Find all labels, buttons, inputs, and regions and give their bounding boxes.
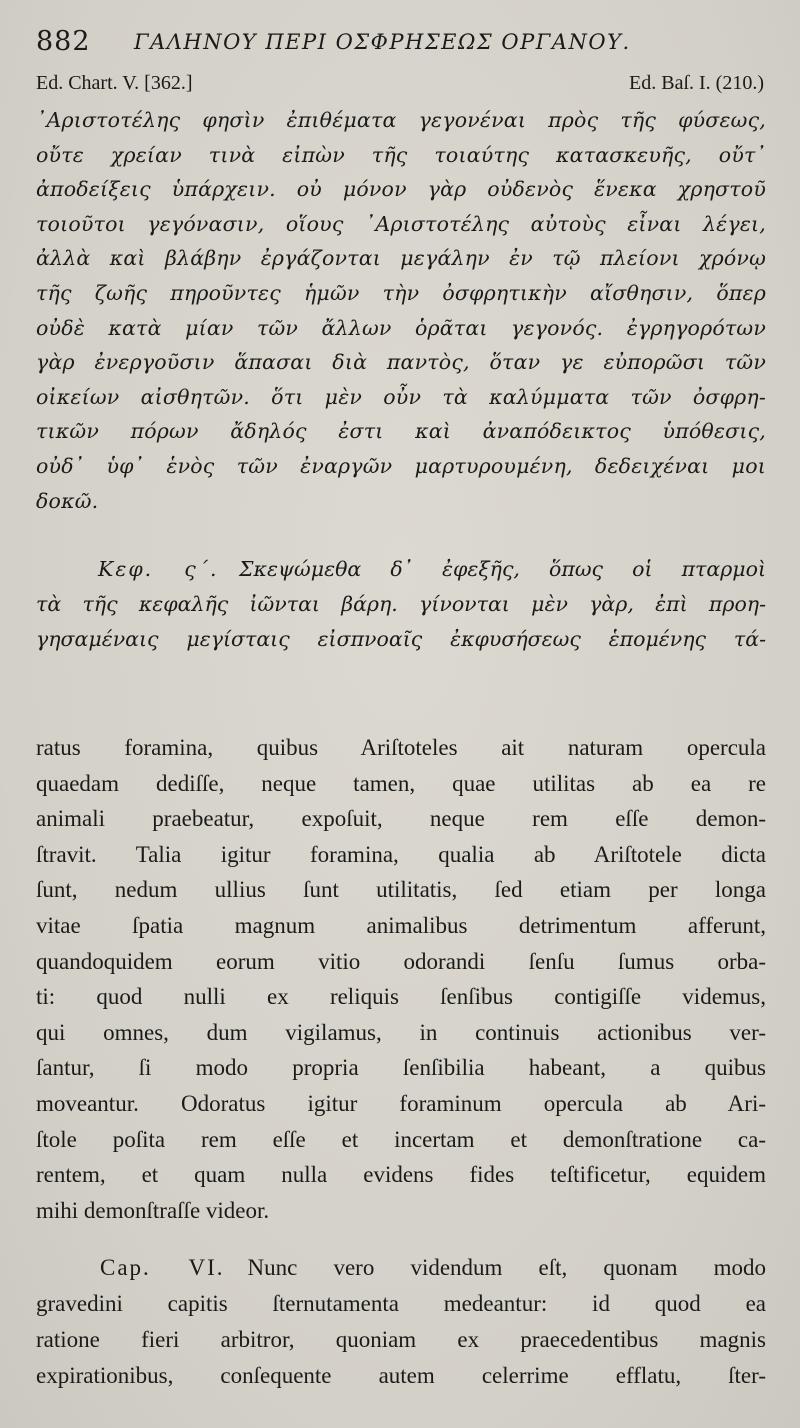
latin-paragraph xyxy=(36,730,766,1228)
latin-line: ratus foramina, quibus Ariſtoteles ait naturam opercula xyxy=(36,735,766,760)
edition-basel-reference: Ed. Baſ. I. (210.) xyxy=(629,72,764,94)
greek-chapter-first-line xyxy=(36,552,766,587)
latin-line: gravedini capitis ſternutamenta medeantur: id quod ea xyxy=(36,1291,766,1316)
latin-chapter-first-line xyxy=(36,1250,766,1286)
latin-line: ſantur, ſi modo propria ſenſibilia habeant, a quibus xyxy=(36,1055,766,1081)
edition-chartier-reference: Ed. Chart. V. [362.] xyxy=(36,72,193,94)
greek-line: ἀποδείξεις ὑπάρχειν. οὐ μόνον γὰρ οὐδενὸς ἕνεκα χρηστοῦ xyxy=(36,177,766,202)
greek-line: τικῶν πόρων ἄδηλός ἐστι καὶ ἀναπόδεικτος ὑπόθεσις, xyxy=(36,419,766,444)
greek-line: ἀλλὰ καὶ βλάβην ἐργάζονται μεγάλην ἐν τῷ πλείονι χρόνῳ xyxy=(36,246,766,271)
running-title: ΓΑΛΗΝΟΥ ΠΕΡΙ ΟΣΦΡΗΣΕΩΣ ΟΡΓΑΝΟΥ. xyxy=(134,30,631,54)
latin-line: expirationibus, conſequente autem celerrime efflatu, ſter- xyxy=(36,1363,766,1388)
greek-line: ᾿Αριστοτέλης φησὶν ἐπιθέματα γεγονέναι πρὸς τῆς φύσεως, xyxy=(36,108,766,132)
greek-line: δοκῶ. xyxy=(36,488,99,513)
greek-line: οἰκείων αἰσθητῶν. ὅτι μὲν οὖν τὰ καλύμματα τῶν ὀσφρη- xyxy=(36,384,766,409)
latin-line: ratione fieri arbitror, quoniam ex praecedentibus magnis xyxy=(36,1327,766,1352)
greek-line: τῆς ζωῆς πηροῦντες ἡμῶν τὴν ὀσφρητικὴν αἴσθησιν, ὅπερ xyxy=(36,280,766,305)
latin-line: Nunc vero videndum eſt, quonam modo xyxy=(247,1255,767,1280)
greek-line: Σκεψώμεθα δ᾿ ἐφεξῆς, ὅπως οἱ πταρμοὶ xyxy=(239,557,766,581)
latin-line: qui omnes, dum vigilamus, in continuis actionibus ver- xyxy=(36,1019,766,1045)
latin-line: moveantur. Odoratus igitur foraminum opercula ab Ari- xyxy=(36,1090,766,1116)
greek-paragraph xyxy=(36,103,766,518)
greek-line: οὐδ᾿ ὑφ᾿ ἑνὸς τῶν ἐναργῶν μαρτυρουμένη, δεδειχέναι μοι xyxy=(36,453,766,478)
latin-line: mihi demonſtraſſe videor. xyxy=(36,1197,270,1223)
latin-line: rentem, et quam nulla evidens fides teſtificetur, equidem xyxy=(36,1162,766,1188)
edition-reference-line xyxy=(36,72,764,100)
greek-line: γὰρ ἐνεργοῦσιν ἅπασαι διὰ παντὸς, ὅταν γε εὐπορῶσι τῶν xyxy=(36,350,766,375)
greek-line: τὰ τῆς κεφαλῆς ἰῶνται βάρη. γίνονται μὲν γὰρ, ἐπὶ προη- xyxy=(36,592,766,616)
latin-chapter-section xyxy=(36,1250,766,1394)
greek-chapter-section xyxy=(36,552,766,657)
latin-line: quandoquidem eorum vitio odorandi ſenſu ſumus orba- xyxy=(36,948,766,974)
greek-line: οὐδὲ κατὰ μίαν τῶν ἄλλων ὁρᾶται γεγονός. ἐγρηγορότων xyxy=(36,315,766,340)
page-number: 882 xyxy=(36,26,91,57)
latin-line: ſunt, nedum ullius ſunt utilitatis, ſed etiam per longa xyxy=(36,877,766,903)
latin-line: ti: quod nulli ex reliquis ſenſibus contigiſſe videmus, xyxy=(36,984,766,1010)
latin-line: quaedam dediſſe, neque tamen, quae utilitas ab ea re xyxy=(36,770,766,796)
greek-line: τοιοῦτοι γεγόνασιν, οἵους ᾿Αριστοτέλης αὐτοὺς εἶναι λέγει, xyxy=(36,211,766,236)
page-header xyxy=(36,26,766,60)
latin-chapter-label: Cap. VI. xyxy=(100,1255,225,1280)
greek-line: οὔτε χρείαν τινὰ εἰπὼν τῆς τοιαύτης κατασκευῆς, οὔτ᾿ xyxy=(36,142,766,167)
greek-chapter-label: Κεφ. ς΄. xyxy=(98,557,219,581)
latin-line: animali praebeatur, expoſuit, neque rem eſſe demon- xyxy=(36,806,766,832)
latin-line: ſtole poſita rem eſſe et incertam et demonſtratione ca- xyxy=(36,1126,766,1152)
latin-line: vitae ſpatia magnum animalibus detrimentum afferunt, xyxy=(36,912,766,938)
latin-line: ſtravit. Talia igitur foramina, qualia ab Ariſtotele dicta xyxy=(36,841,766,867)
greek-line: γησαμέναις μεγίσταις εἰσπνοαῖς ἐκφυσήσεως ἑπομένης τά- xyxy=(36,627,766,651)
